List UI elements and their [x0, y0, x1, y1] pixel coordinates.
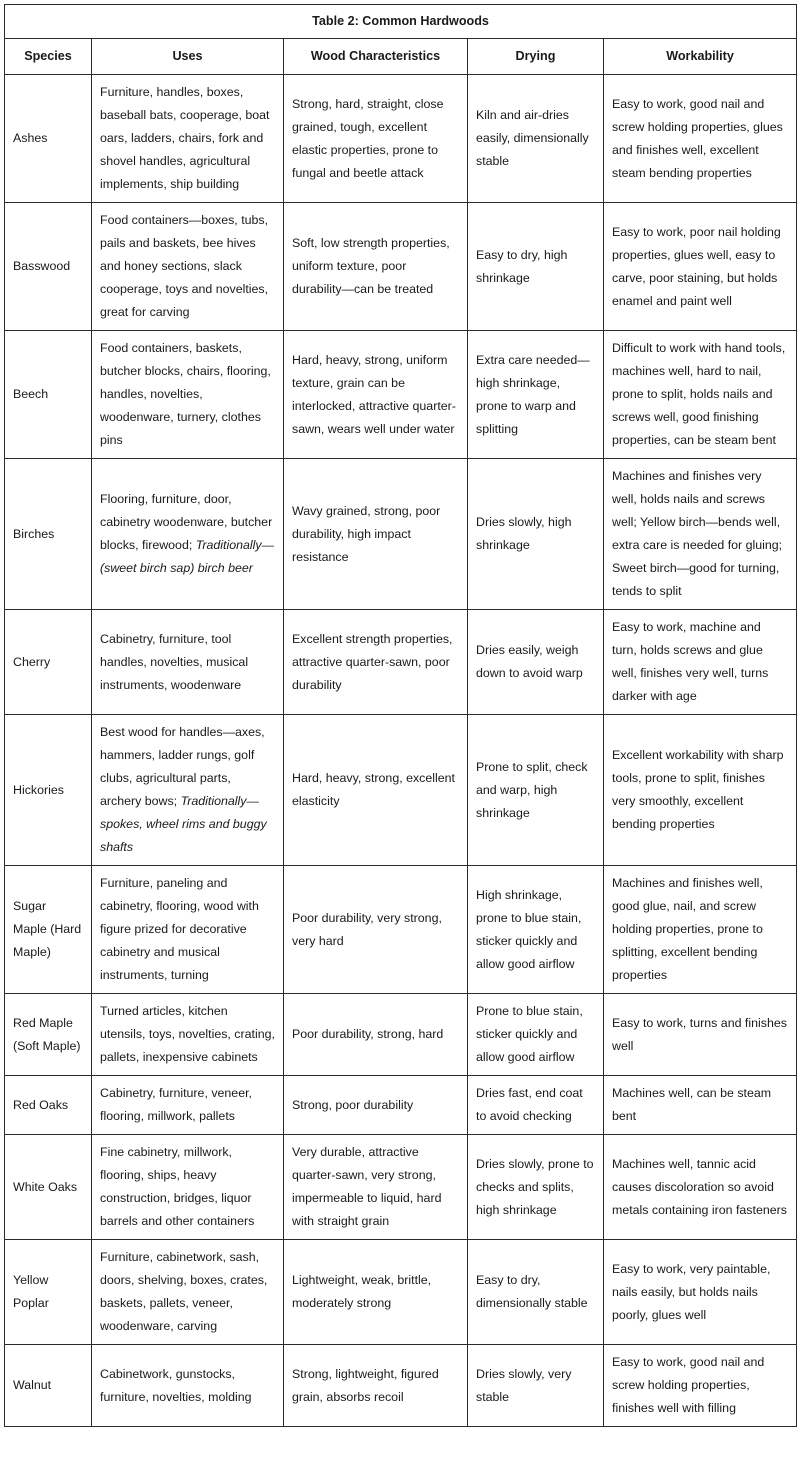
uses-cell [92, 610, 284, 715]
drying-cell: Prone to split, check and warp, high shrinkage [468, 715, 604, 866]
drying-cell: Extra care needed—high shrinkage, prone to warp and splitting [468, 331, 604, 459]
header-row [5, 39, 797, 75]
uses-cell [92, 459, 284, 610]
drying-cell: Kiln and air-dries easily, dimensionally stable [468, 75, 604, 203]
drying-cell: Dries easily, weigh down to avoid warp [468, 610, 604, 715]
species-cell: Walnut [5, 1345, 92, 1427]
uses-cell [92, 75, 284, 203]
uses-cell [92, 1135, 284, 1240]
characteristics-cell: Excellent strength properties, attractive quarter-sawn, poor durability [284, 610, 468, 715]
drying-cell: Prone to blue stain, sticker quickly and allow good airflow [468, 994, 604, 1076]
species-cell: White Oaks [5, 1135, 92, 1240]
workability-cell: Easy to work, machine and turn, holds screws and glue well, finishes very well, turns darker with age [604, 610, 797, 715]
uses-text: Cabinetry, furniture, tool handles, novelties, musical instruments, woodenware [100, 631, 249, 692]
workability-cell: Easy to work, turns and finishes well [604, 994, 797, 1076]
drying-cell: Dries fast, end coat to avoid checking [468, 1076, 604, 1135]
characteristics-cell: Poor durability, very strong, very hard [284, 866, 468, 994]
drying-cell: Dries slowly, very stable [468, 1345, 604, 1427]
uses-text: Flooring, furniture, door, cabinetry woodenware, butcher blocks, firewood; [100, 492, 273, 552]
characteristics-cell: Wavy grained, strong, poor durability, high impact resistance [284, 459, 468, 610]
workability-cell: Excellent workability with sharp tools, prone to split, finishes very smoothly, excellent bending properties [604, 715, 797, 866]
characteristics-cell: Poor durability, strong, hard [284, 994, 468, 1076]
species-cell: Yellow Poplar [5, 1240, 92, 1345]
workability-cell: Easy to work, good nail and screw holding properties, glues and finishes well, excellent steam bending properties [604, 75, 797, 203]
workability-cell: Easy to work, very paintable, nails easily, but holds nails poorly, glues well [604, 1240, 797, 1345]
header-uses: Uses [92, 39, 284, 75]
table-row [5, 1076, 797, 1135]
hardwoods-table [4, 4, 797, 1427]
characteristics-cell: Very durable, attractive quarter-sawn, very strong, impermeable to liquid, hard with straight grain [284, 1135, 468, 1240]
table-row [5, 459, 797, 610]
characteristics-cell: Strong, poor durability [284, 1076, 468, 1135]
uses-italic-text: Traditionally—spokes, wheel rims and buggy shafts [100, 794, 267, 854]
uses-text: Food containers—boxes, tubs, pails and baskets, bee hives and honey sections, slack cooperage, toys and novelties, great for carving [100, 213, 269, 319]
uses-text: Best wood for handles—axes, hammers, ladder rungs, golf clubs, agricultural parts, archery bows; [100, 725, 265, 808]
table-row [5, 203, 797, 331]
uses-cell [92, 1076, 284, 1135]
table-row [5, 1240, 797, 1345]
uses-cell [92, 1345, 284, 1427]
uses-text: Turned articles, kitchen utensils, toys, novelties, crating, pallets, inexpensive cabinets [100, 1004, 275, 1064]
characteristics-cell: Soft, low strength properties, uniform texture, poor durability—can be treated [284, 203, 468, 331]
table-row [5, 331, 797, 459]
uses-text: Furniture, cabinetwork, sash, doors, shelving, boxes, crates, baskets, pallets, veneer, woodenware, carving [100, 1250, 268, 1333]
table-caption: Table 2: Common Hardwoods [5, 5, 797, 39]
header-drying: Drying [468, 39, 604, 75]
characteristics-cell: Strong, hard, straight, close grained, tough, excellent elastic properties, prone to fungal and beetle attack [284, 75, 468, 203]
hardwoods-table-container [4, 4, 796, 1427]
uses-cell [92, 715, 284, 866]
workability-cell: Difficult to work with hand tools, machines well, hard to nail, prone to split, holds nails and screws well, good finishing properties, can be steam bent [604, 331, 797, 459]
characteristics-cell: Lightweight, weak, brittle, moderately strong [284, 1240, 468, 1345]
workability-cell: Easy to work, good nail and screw holding properties, finishes well with filling [604, 1345, 797, 1427]
table-row [5, 994, 797, 1076]
species-cell: Sugar Maple (Hard Maple) [5, 866, 92, 994]
uses-cell [92, 1240, 284, 1345]
species-cell: Hickories [5, 715, 92, 866]
species-cell: Beech [5, 331, 92, 459]
workability-cell: Machines and finishes well, good glue, nail, and screw holding properties, prone to splitting, excellent bending properties [604, 866, 797, 994]
species-cell: Birches [5, 459, 92, 610]
species-cell: Basswood [5, 203, 92, 331]
characteristics-cell: Hard, heavy, strong, uniform texture, grain can be interlocked, attractive quarter-sawn, wears well under water [284, 331, 468, 459]
workability-cell: Machines well, can be steam bent [604, 1076, 797, 1135]
workability-cell: Machines and finishes very well, holds nails and screws well; Yellow birch—bends well, extra care is needed for gluing; Sweet birch—good for turning, tends to split [604, 459, 797, 610]
uses-text: Cabinetry, furniture, veneer, flooring, millwork, pallets [100, 1086, 252, 1123]
uses-cell [92, 866, 284, 994]
header-species: Species [5, 39, 92, 75]
header-wood-characteristics: Wood Characteristics [284, 39, 468, 75]
workability-cell: Machines well, tannic acid causes discoloration so avoid metals containing iron fasteners [604, 1135, 797, 1240]
drying-cell: High shrinkage, prone to blue stain, sticker quickly and allow good airflow [468, 866, 604, 994]
table-row [5, 610, 797, 715]
species-cell: Red Oaks [5, 1076, 92, 1135]
table-row [5, 75, 797, 203]
characteristics-cell: Hard, heavy, strong, excellent elasticity [284, 715, 468, 866]
table-row [5, 1345, 797, 1427]
species-cell: Red Maple (Soft Maple) [5, 994, 92, 1076]
table-row [5, 715, 797, 866]
species-cell: Ashes [5, 75, 92, 203]
uses-italic-text: Traditionally—(sweet birch sap) birch beer [100, 538, 275, 575]
drying-cell: Easy to dry, dimensionally stable [468, 1240, 604, 1345]
workability-cell: Easy to work, poor nail holding properties, glues well, easy to carve, poor staining, but holds enamel and paint well [604, 203, 797, 331]
table-row [5, 866, 797, 994]
uses-text: Food containers, baskets, butcher blocks, chairs, flooring, handles, novelties, woodenware, turnery, clothes pins [100, 341, 271, 447]
uses-text: Furniture, handles, boxes, baseball bats, cooperage, boat oars, ladders, chairs, fork and shovel handles, agricultural implements, ship building [100, 85, 270, 191]
uses-text: Fine cabinetry, millwork, flooring, ships, heavy construction, bridges, liquor barrels and other containers [100, 1145, 255, 1228]
drying-cell: Dries slowly, high shrinkage [468, 459, 604, 610]
table-body [5, 75, 797, 1427]
uses-cell [92, 994, 284, 1076]
species-cell: Cherry [5, 610, 92, 715]
table-row [5, 1135, 797, 1240]
drying-cell: Dries slowly, prone to checks and splits, high shrinkage [468, 1135, 604, 1240]
header-workability: Workability [604, 39, 797, 75]
drying-cell: Easy to dry, high shrinkage [468, 203, 604, 331]
characteristics-cell: Strong, lightweight, figured grain, absorbs recoil [284, 1345, 468, 1427]
uses-text: Furniture, paneling and cabinetry, flooring, wood with figure prized for decorative cabinetry and musical instruments, turning [100, 876, 259, 982]
uses-cell [92, 331, 284, 459]
uses-cell [92, 203, 284, 331]
uses-text: Cabinetwork, gunstocks, furniture, novelties, molding [100, 1366, 252, 1404]
